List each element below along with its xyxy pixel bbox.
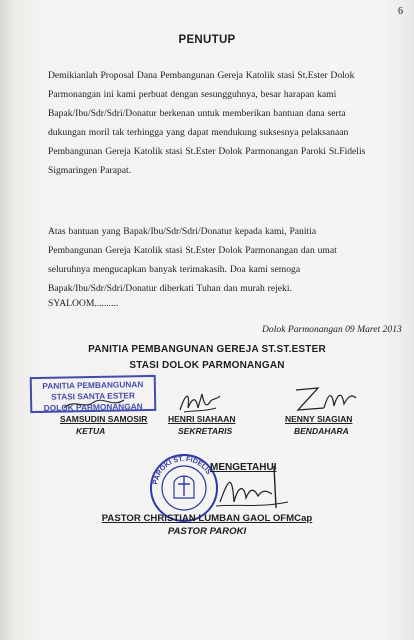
signatory-role: BENDAHARA xyxy=(294,426,349,436)
signature-treasurer xyxy=(290,384,360,418)
paragraph-thanks xyxy=(48,222,414,298)
signatory-name: NENNY SIAGIAN xyxy=(285,414,353,424)
signature-chairman xyxy=(60,392,130,414)
acknowledged-label: MENGETAHUI xyxy=(210,462,277,473)
text-line: Atas bantuan yang Bapak/Ibu/Sdr/Sdri/Donatur kepada kami, Panitia xyxy=(48,226,317,237)
text-line: Parmonangan ini kami perbuat dengan sesungguhnya, besar harapan kami xyxy=(48,89,337,100)
text-line: SYALOOM.......... xyxy=(48,298,119,309)
pastor-name: PASTOR CHRISTIAN LUMBAN GAOL OFMCap xyxy=(101,513,313,524)
text-line: Demikianlah Proposal Dana Pembangunan Gereja Katolik stasi St.Ester Dolok xyxy=(48,70,355,81)
signatory-role: KETUA xyxy=(76,426,106,436)
committee-title: PANITIA PEMBANGUNAN GEREJA ST.ST.ESTER xyxy=(88,344,326,355)
text-line: seluruhnya mengucapkan banyak terimakasih. Doa kami semoga xyxy=(48,264,301,275)
pastor-role: PASTOR PAROKI xyxy=(167,526,247,537)
paragraph-greeting xyxy=(48,294,414,313)
paragraph-closing xyxy=(48,66,414,180)
page-number: 6 xyxy=(398,6,403,17)
stamp-line: STASI SANTA ESTER xyxy=(51,390,135,402)
text-line: dukungan moril tak terhingga yang dapat mendukung suksesnya pelaksanaan xyxy=(48,127,349,138)
text-line: Pembangunan Gereja Katolik stasi St.Ester Dolok Parmonangan Paroki St.Fidelis xyxy=(48,146,366,157)
document-title: PENUTUP xyxy=(178,34,236,46)
text-line: Bapak/Ibu/Sdr/Sdri/Donatur diberkati Tuhan dan murah rejeki. xyxy=(48,283,292,294)
signatory-name: SAMSUDIN SAMOSIR xyxy=(60,414,148,424)
stamp-line: DOLOK PARMONANGAN xyxy=(43,401,143,413)
committee-subtitle: STASI DOLOK PARMONANGAN xyxy=(129,360,285,371)
text-line: Sigmaringen Parapat. xyxy=(48,165,132,176)
seal-text: PAROKI ST. FIDELIS xyxy=(152,455,212,486)
text-line: Bapak/Ibu/Sdr/Sdri/Donatur berkenan untuk memberikan bantuan dana serta xyxy=(48,108,346,119)
signatory-role: SEKRETARIS xyxy=(178,426,233,436)
signatory-name: HENRI SIAHAAN xyxy=(168,414,236,424)
signature-pastor xyxy=(214,462,294,514)
place-date: Dolok Parmonangan 09 Maret 2013 xyxy=(262,324,402,335)
stamp-line: PANITIA PEMBANGUNAN xyxy=(42,379,144,391)
text-line: Pembangunan Gereja Katolik stasi St.Ester Dolok Parmonangan dan umat xyxy=(48,245,337,256)
